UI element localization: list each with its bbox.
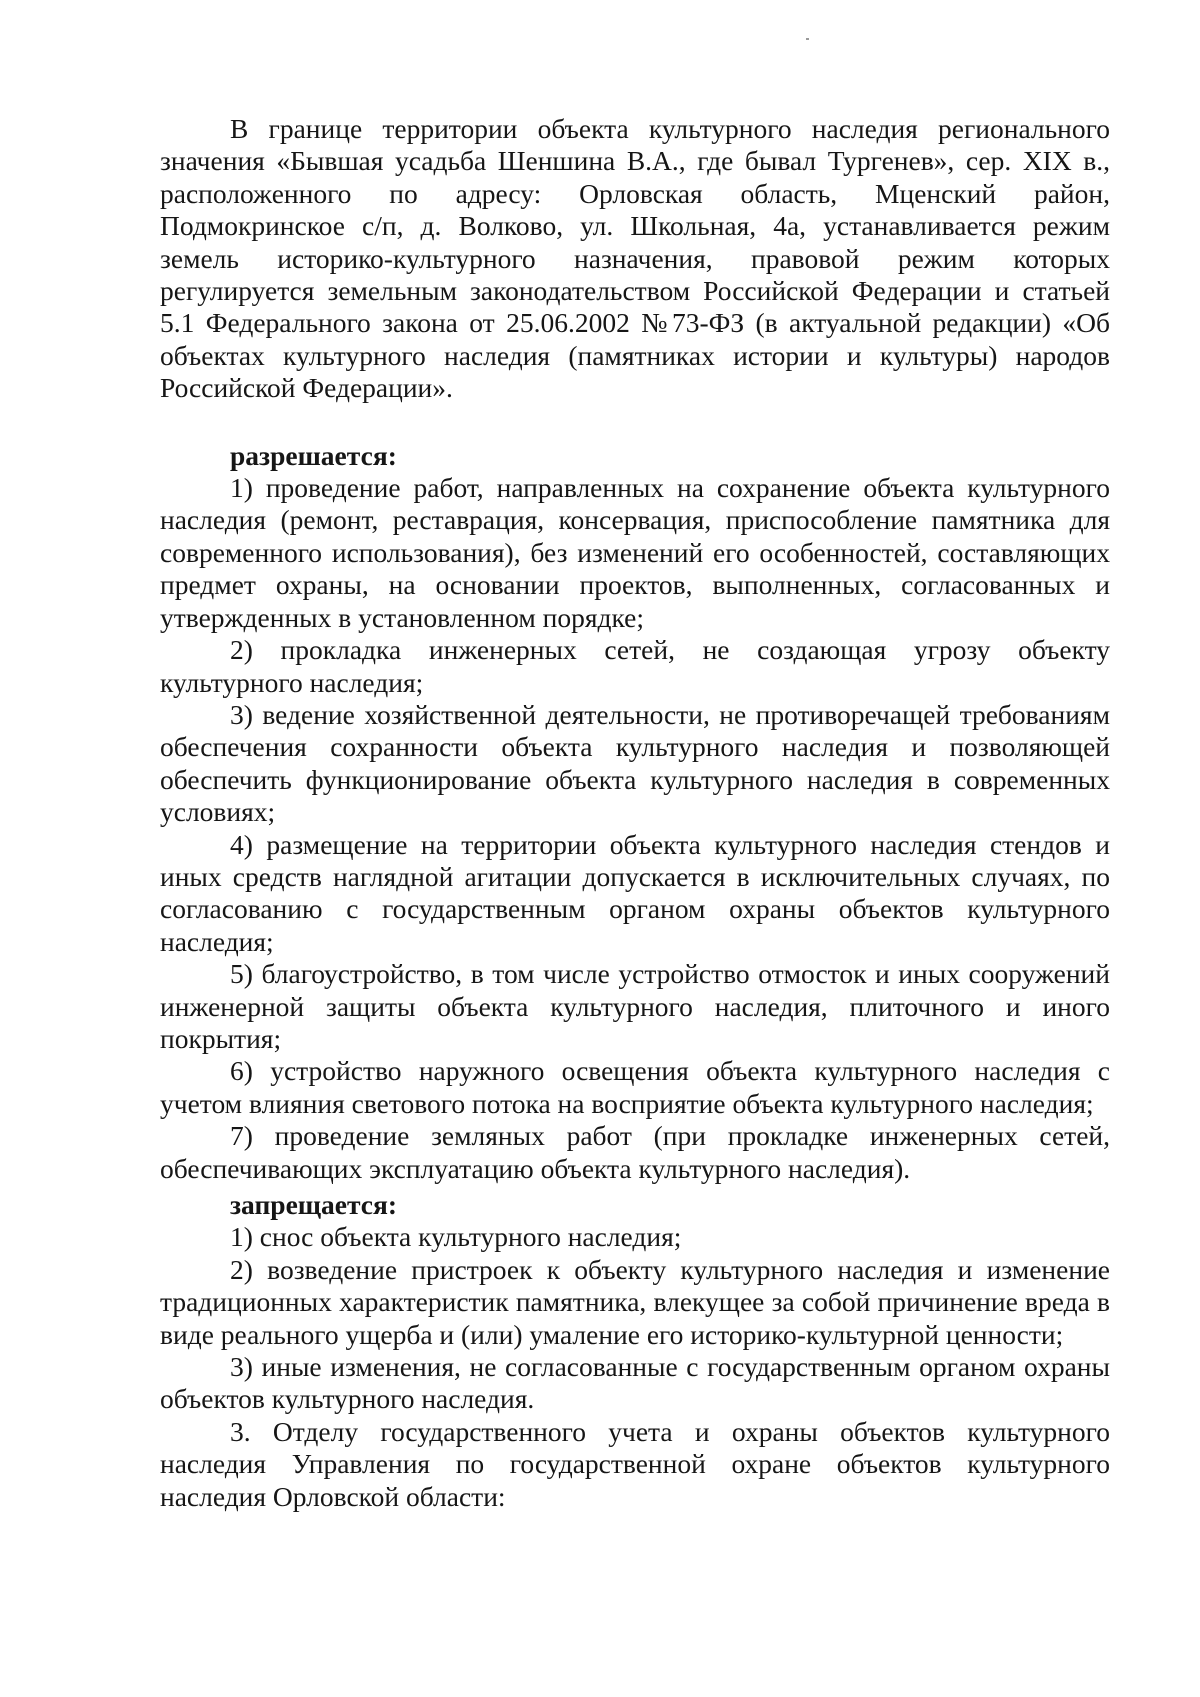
forbidden-item-1: 1) снос объекта культурного наследия; [230, 1221, 682, 1253]
forbidden-item-2: 2) возведение пристроек к объекту культурного наследия и изменение традиционных характеристик памятника, влекущее за собой причинение вреда в виде реального ущерба и (или) умаление его историко-культурной ценности; [160, 1253, 1110, 1350]
scan-mark [806, 38, 809, 40]
document-body [160, 113, 1110, 1513]
allowed-item-4: 4) размещение на территории объекта культурного наследия стендов и иных средств наглядной агитации допускается в исключительных случаях, по согласованию с государственным органом охраны объектов культурного наследия; [160, 828, 1110, 957]
allowed-item-1: 1) проведение работ, направленных на сохранение объекта культурного наследия (ремонт, реставрация, консервация, приспособление памятника для современного использования), без изменений его особенностей, составляющих предмет охраны, на основании проектов, выполненных, согласованных и утвержденных в установленном порядке; [160, 472, 1110, 633]
forbidden-item-3: 3) иные изменения, не согласованные с государственным органом охраны объектов культурного наследия. [160, 1351, 1110, 1415]
forbidden-heading: запрещается: [230, 1189, 398, 1220]
allowed-heading: разрешается: [230, 439, 397, 471]
allowed-item-3: 3) ведение хозяйственной деятельности, не противоречащей требованиям обеспечения сохранности объекта культурного наследия и позволяющей обеспечить функционирование объекта культурного наследия в современных условиях; [160, 698, 1110, 828]
allowed-item-5: 5) благоустройство, в том числе устройство отмосток и иных сооружений инженерной защиты объекта культурного наследия, плиточного и иного покрытия; [160, 958, 1110, 1054]
allowed-item-6: 6) устройство наружного освещения объекта культурного наследия с учетом влияния светового потока на восприятие объекта культурного наследия; [160, 1055, 1110, 1119]
section-3-paragraph: 3. Отделу государственного учета и охраны объектов культурного наследия Управления по государственной охране объектов культурного наследия Орловской области: [160, 1415, 1110, 1512]
allowed-item-2: 2) прокладка инженерных сетей, не создающая угрозу объекту культурного наследия; [160, 634, 1110, 698]
allowed-item-7: 7) проведение земляных работ (при прокладке инженерных сетей, обеспечивающих эксплуатацию объекта культурного наследия). [160, 1120, 1110, 1184]
intro-paragraph: В границе территории объекта культурного наследия регионального значения «Бывшая усадьба Шеншина В.А., где бывал Тургенев», сер. XIX в., расположенного по адресу: Орловская область, Мценский район, Подмокринское с/п, д. Волково, ул. Школьная, 4а, устанавливается режим земель историко-культурного назначения, правовой режим которых регулируется земельным законодательством Российской Федерации и статьей 5.1 Федерального закона от 25.06.2002 №73-ФЗ (в актуальной редакции) «Об объектах культурного наследия (памятниках истории и культуры) народов Российской Федерации». [160, 113, 1110, 404]
